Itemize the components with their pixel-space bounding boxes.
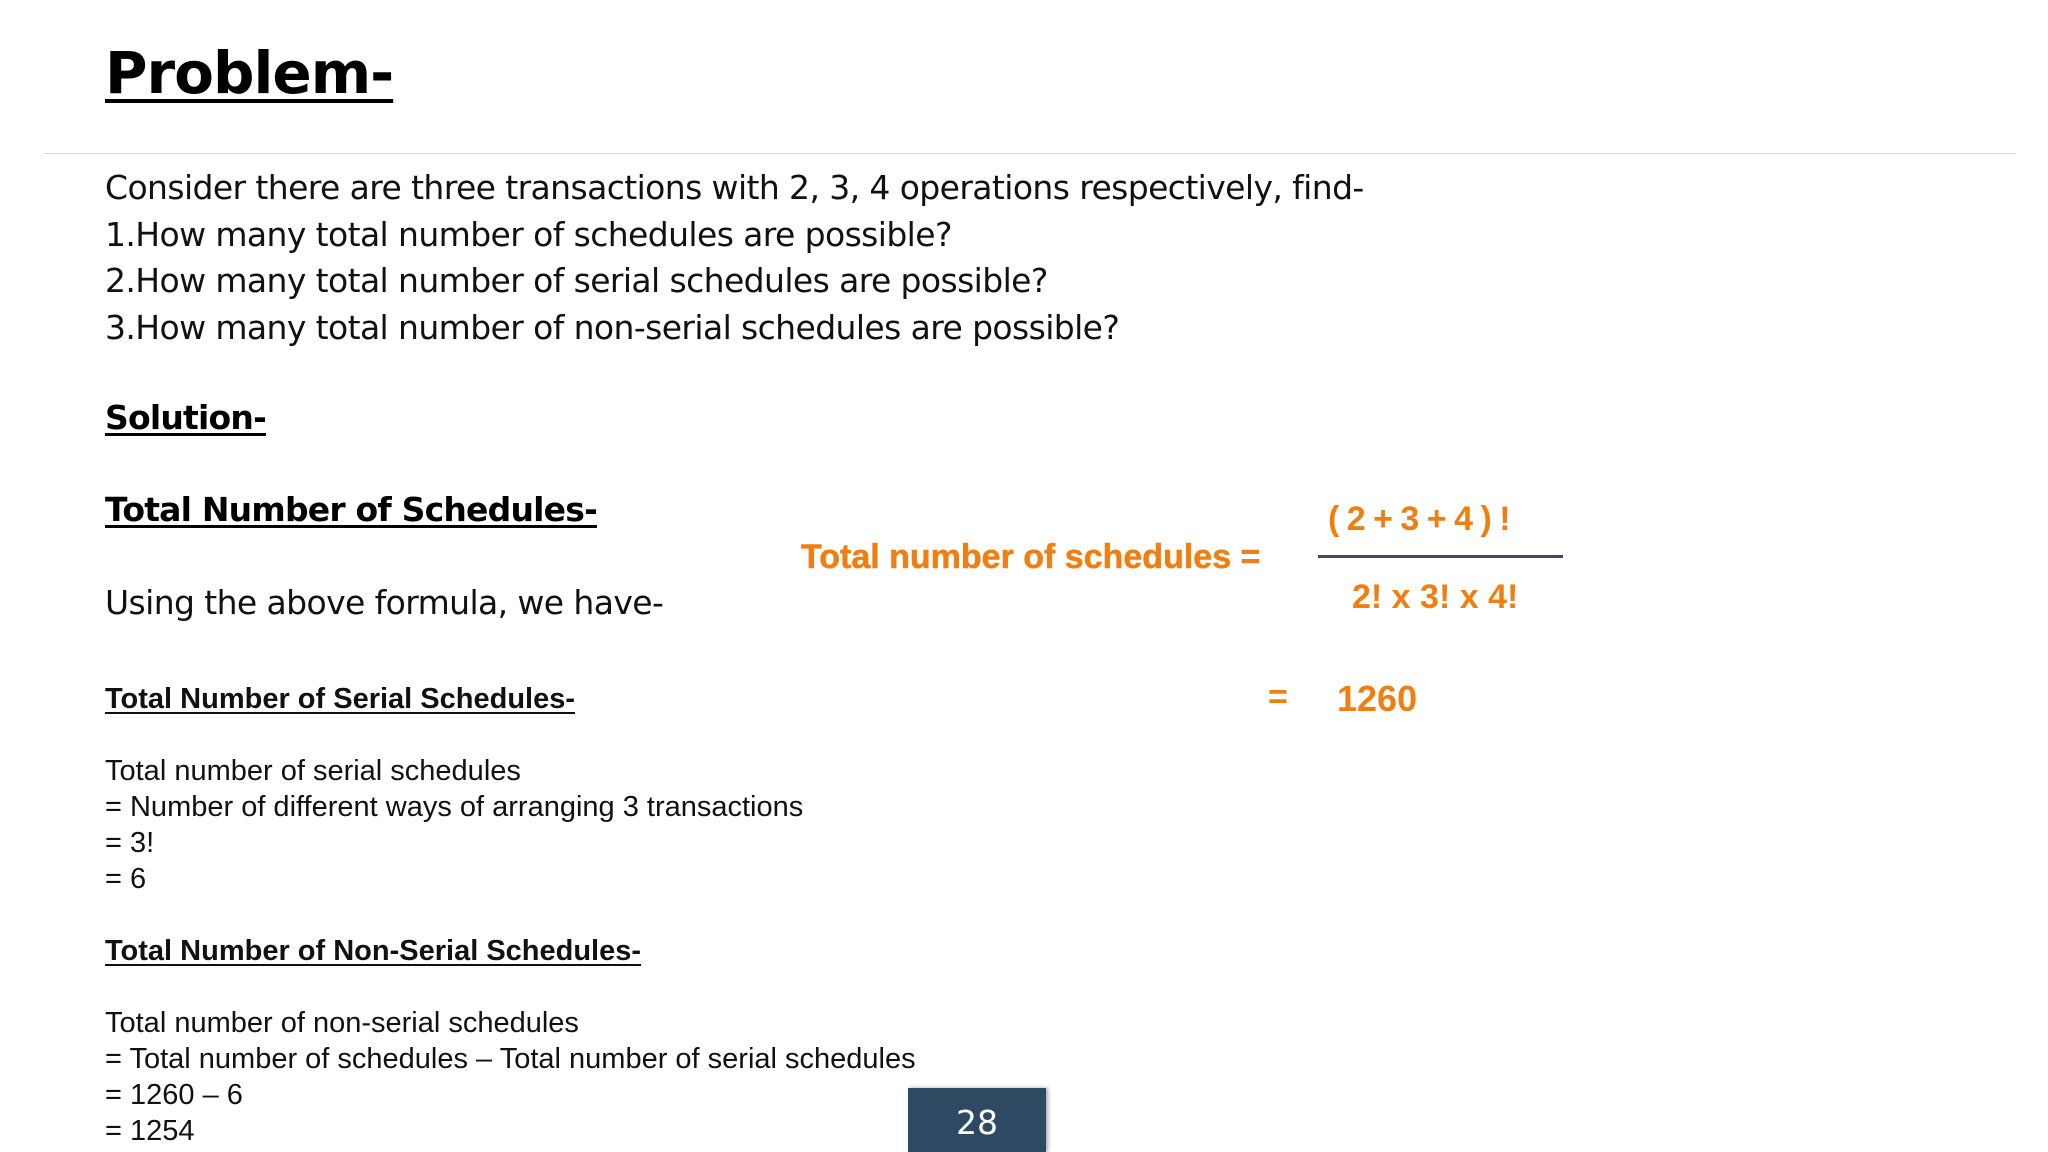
serial-schedules-heading: Total Number of Serial Schedules- bbox=[105, 683, 576, 715]
total-schedules-heading: Total Number of Schedules- bbox=[105, 490, 597, 529]
formula-intro-text: Using the above formula, we have- bbox=[105, 583, 664, 622]
formula-equals-sign: = bbox=[1268, 678, 1288, 716]
calc-line: = 3! bbox=[105, 827, 155, 859]
calc-line: = 6 bbox=[105, 863, 147, 895]
nonserial-schedules-heading: Total Number of Non-Serial Schedules- bbox=[105, 935, 642, 967]
calc-line: = 1260 – 6 bbox=[105, 1079, 243, 1111]
formula-label: Total number of schedules = bbox=[801, 538, 1261, 576]
formula-numerator: ( 2 + 3 + 4 ) ! bbox=[1328, 500, 1511, 538]
slide-title: Problem- bbox=[105, 39, 394, 107]
formula-result: 1260 bbox=[1337, 678, 1418, 719]
fraction-bar bbox=[1318, 555, 1563, 558]
calc-line: = 1254 bbox=[105, 1115, 195, 1147]
solution-heading: Solution- bbox=[105, 398, 266, 437]
serial-calculation bbox=[105, 753, 803, 897]
problem-intro: Consider there are three transactions with 2, 3, 4 operations respectively, find- bbox=[105, 168, 1364, 207]
schedules-formula bbox=[790, 490, 1590, 730]
page-number-badge: 28 bbox=[908, 1088, 1046, 1152]
calc-line: Total number of non-serial schedules bbox=[105, 1007, 579, 1039]
calc-line: = Number of different ways of arranging 3 transactions bbox=[105, 791, 804, 823]
formula-denominator: 2! x 3! x 4! bbox=[1352, 578, 1519, 616]
calc-line: = Total number of schedules – Total number of serial schedules bbox=[105, 1043, 916, 1075]
nonserial-calculation bbox=[105, 1005, 916, 1149]
problem-statement bbox=[105, 165, 1405, 351]
question-3: 3.How many total number of non-serial schedules are possible? bbox=[105, 307, 1120, 347]
calc-line: Total number of serial schedules bbox=[105, 755, 521, 787]
title-divider bbox=[44, 153, 2016, 154]
question-1: 1.How many total number of schedules are possible? bbox=[105, 214, 952, 254]
question-2: 2.How many total number of serial schedules are possible? bbox=[105, 261, 1048, 300]
